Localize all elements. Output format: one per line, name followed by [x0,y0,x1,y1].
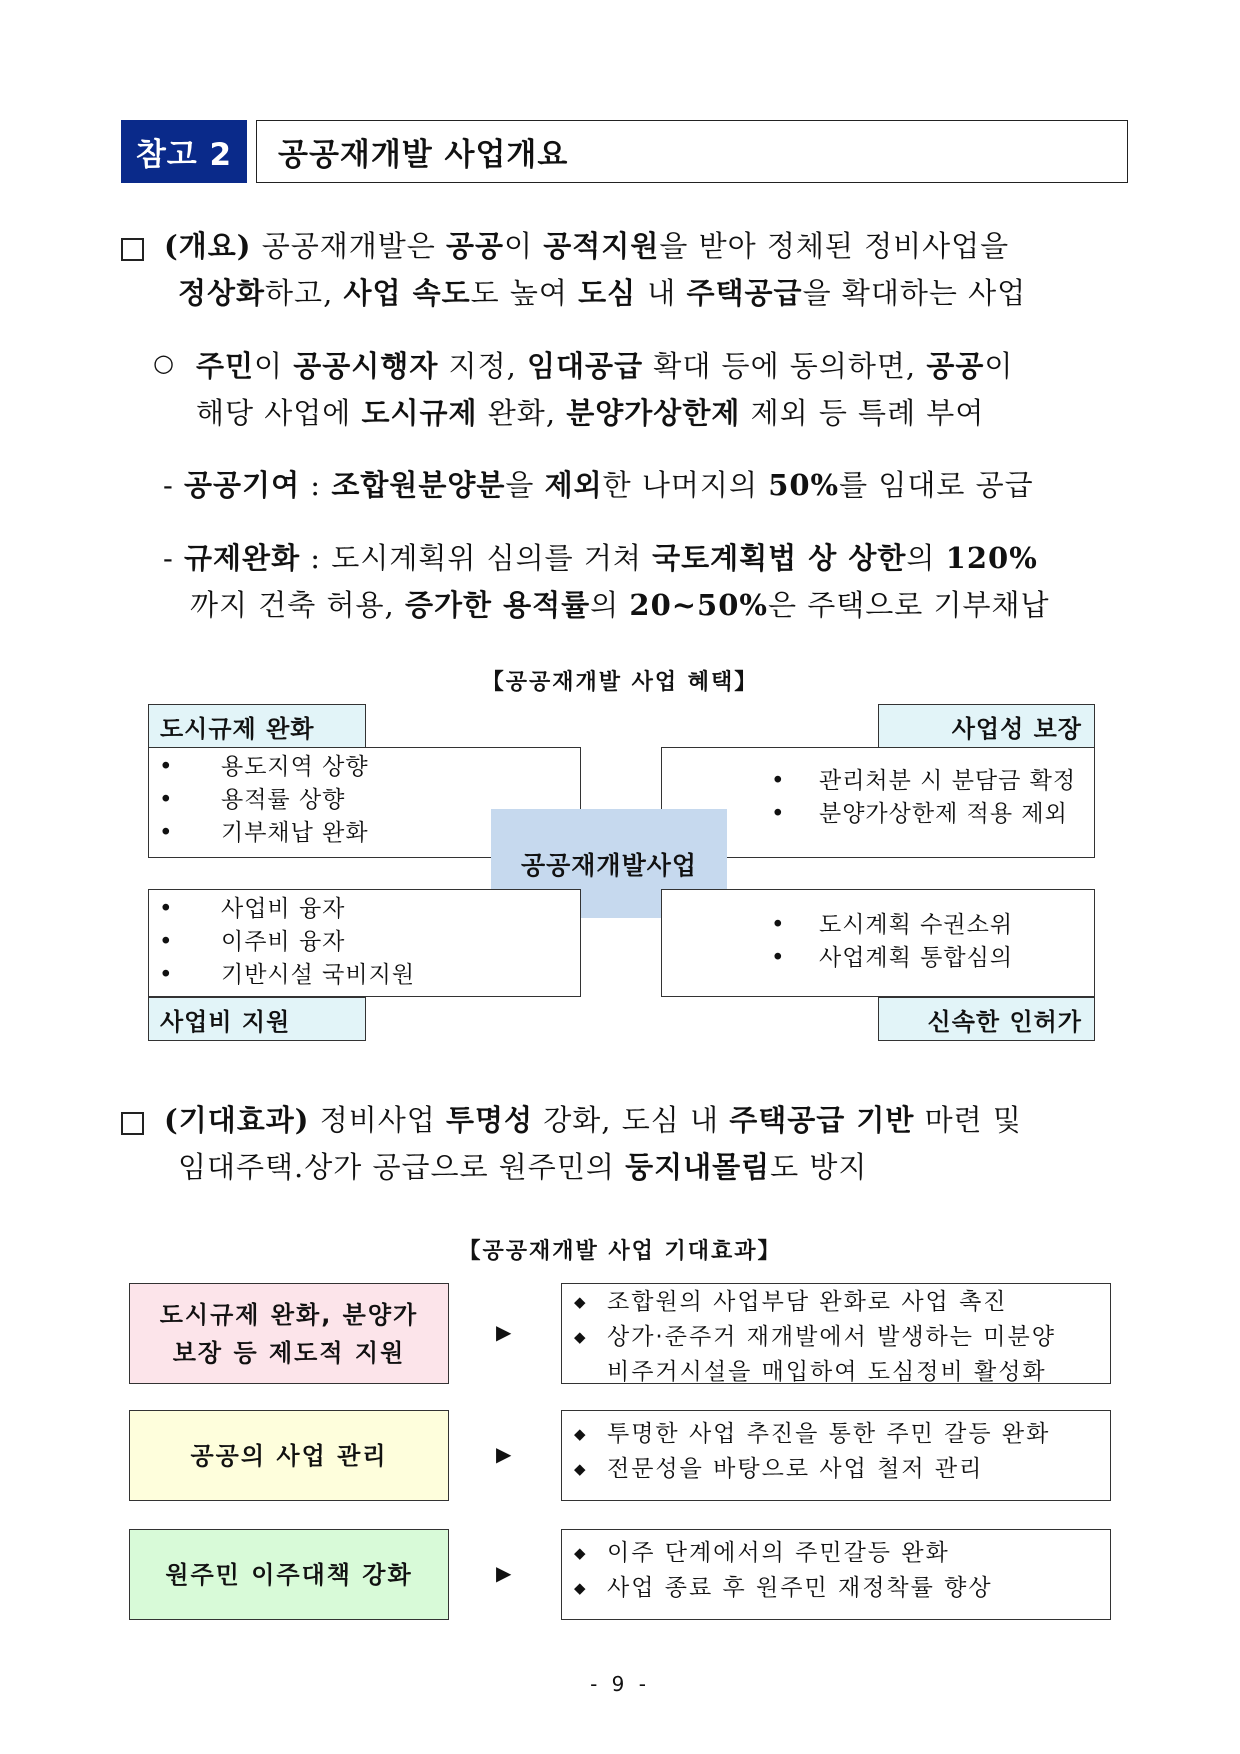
deregulation-line-2: 까지 건축 허용, 증가한 용적률의 20~50%은 주택으로 기부채납 [190,588,1050,622]
list-item: • 용도지역 상향 [159,754,369,780]
expected-effects-checkbox-icon [121,1112,144,1135]
public-management-box: 공공의 사업 관리 [129,1410,449,1501]
arrow-icon: ▶ [496,1320,512,1344]
list-item: ◆ 사업 종료 후 원주민 재정착률 향상 [574,1575,993,1601]
list-item: • 분양가상한제 적용 제외 [771,801,1068,827]
list-item: ◆ 조합원의 사업부담 완화로 사업 촉진 [574,1289,1008,1315]
arrow-icon: ▶ [496,1561,512,1585]
list-item: • 관리처분 시 분담금 확정 [771,768,1077,794]
overview-line-1: (개요) 공공재개발은 공공이 공적지원을 받아 정체된 정비사업을 [164,229,1010,263]
arrow-icon: ▶ [496,1442,512,1466]
effects-caption: 【공공재개발 사업 기대효과】 [458,1239,782,1264]
sub-bullet-marker: ○ [153,349,175,377]
reference-tag: 참고 2 [121,120,247,183]
project-cost-support-box [148,889,581,997]
institutional-support-box: 도시규제 완화, 분양가 보장 등 제도적 지원 [129,1283,449,1384]
list-item: ◆ 전문성을 바탕으로 사업 철저 관리 [574,1456,984,1482]
resident-relocation-box: 원주민 이주대책 강화 [129,1529,449,1620]
list-item: 비주거시설을 매입하여 도심정비 활성화 [607,1359,1047,1385]
overview-line-2: 정상화하고, 사업 속도도 높여 도심 내 주택공급을 확대하는 사업 [178,276,1027,310]
project-cost-support-label: 사업비 지원 [148,997,366,1041]
list-item: • 기반시설 국비지원 [159,962,416,988]
page-number: - 9 - [590,1672,650,1696]
business-feasibility-label: 사업성 보장 [878,704,1095,748]
resident-relocation-effects [561,1529,1111,1620]
sub-line-1: 주민이 공공시행자 지정, 임대공급 확대 등에 동의하면, 공공이 [196,349,1014,383]
list-item: • 용적률 상향 [159,787,346,813]
list-item: ◆ 투명한 사업 추진을 통한 주민 갈등 완화 [574,1421,1051,1447]
list-item: • 사업계획 통합심의 [771,945,1014,971]
sub-line-2: 해당 사업에 도시규제 완화, 분양가상한제 제외 등 특례 부여 [196,396,985,430]
expected-effects-line-2: 임대주택.상가 공급으로 원주민의 둥지내몰림도 방지 [178,1150,868,1184]
public-contribution-line: - 공공기여 : 조합원분양분을 제외한 나머지의 50%를 임대로 공급 [163,468,1034,502]
list-item: • 도시계획 수권소위 [771,912,1014,938]
public-management-effects [561,1410,1111,1501]
fast-permit-box [661,889,1095,997]
benefits-caption: 【공공재개발 사업 혜택】 [481,670,759,695]
fast-permit-label: 신속한 인허가 [878,997,1095,1041]
public-redevelopment-center: 공공재개발사업 [491,809,727,918]
urban-deregulation-label: 도시규제 완화 [148,704,366,748]
institutional-support-effects [561,1283,1111,1384]
deregulation-line-1: - 규제완화 : 도시계획위 심의를 거쳐 국토계획법 상 상한의 120% [163,541,1038,575]
overview-checkbox-icon [121,238,144,261]
expected-effects-line-1: (기대효과) 정비사업 투명성 강화, 도심 내 주택공급 기반 마련 및 [164,1103,1022,1137]
list-item: • 기부채납 완화 [159,820,369,846]
list-item: • 이주비 융자 [159,929,346,955]
list-item: ◆ 상가·준주거 재개발에서 발생하는 미분양 [574,1324,1056,1350]
list-item: ◆ 이주 단계에서의 주민갈등 완화 [574,1540,950,1566]
list-item: • 사업비 융자 [159,896,346,922]
page-title: 공공재개발 사업개요 [256,120,1128,183]
